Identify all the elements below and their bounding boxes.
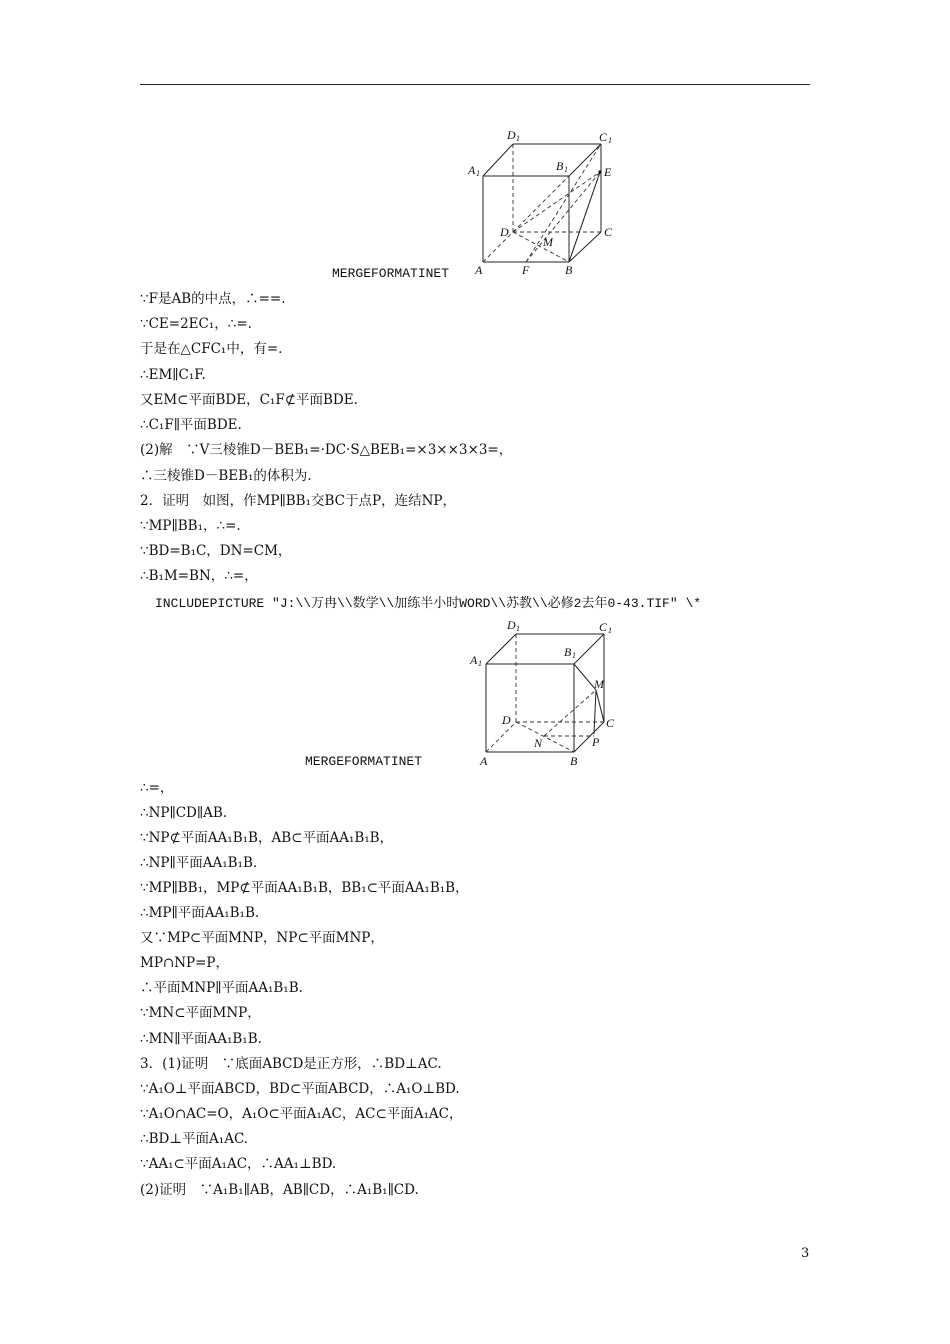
label-a1: A bbox=[470, 653, 478, 667]
text-line: (2)解 ∵V三棱锥D－BEB₁=·DC·S△BEB₁=×3××3×3=， bbox=[140, 442, 513, 458]
text-line: ∵A₁O⊥平面ABCD，BD⊂平面ABCD，∴A₁O⊥BD. bbox=[140, 1081, 460, 1097]
text-line: ∴BD⊥平面A₁AC. bbox=[140, 1131, 249, 1147]
figure2-caption: MERGEFORMATINET bbox=[305, 754, 423, 769]
include-picture-field: INCLUDEPICTURE "J:\\万冉\\数学\\加练半小时WORD\\苏教\\必修2去年0-43.TIF" \* bbox=[155, 596, 702, 611]
cube-figure-2 bbox=[468, 614, 628, 770]
svg-text:1: 1 bbox=[608, 626, 612, 635]
text-line: ∵CE=2EC₁，∴=. bbox=[140, 316, 252, 332]
text-line: ∵A₁O∩AC=O，A₁O⊂平面A₁AC，AC⊂平面A₁AC， bbox=[140, 1106, 463, 1122]
label-d: D bbox=[500, 225, 509, 239]
page-number: 3 bbox=[801, 1246, 810, 1261]
text-line: ∵F是AB的中点，∴==. bbox=[140, 291, 286, 307]
svg-text:1: 1 bbox=[516, 624, 520, 633]
text-line: 2．证明 如图，作MP∥BB₁交BC于点P，连结NP， bbox=[140, 493, 456, 509]
label-d: D bbox=[502, 713, 511, 727]
text-line: ∴MP∥平面AA₁B₁B. bbox=[140, 905, 260, 921]
label-b: B bbox=[570, 754, 578, 768]
label-e: E bbox=[604, 165, 612, 179]
text-line: 又EM⊂平面BDE，C₁F⊄平面BDE. bbox=[140, 392, 358, 408]
text-line: ∴B₁M=BN，∴=， bbox=[140, 568, 258, 584]
text-line: 3．(1)证明 ∵底面ABCD是正方形，∴BD⊥AC. bbox=[140, 1056, 442, 1072]
label-c1: C bbox=[599, 130, 608, 144]
svg-text:1: 1 bbox=[608, 136, 612, 145]
label-p: P bbox=[592, 735, 600, 749]
text-line: ∴C₁F∥平面BDE. bbox=[140, 417, 242, 433]
figure1-caption: MERGEFORMATINET bbox=[332, 266, 450, 281]
text-line: ∴NP∥平面AA₁B₁B. bbox=[140, 855, 258, 871]
svg-text:1: 1 bbox=[478, 659, 482, 668]
text-line: (2)证明 ∵A₁B₁∥AB，AB∥CD，∴A₁B₁∥CD. bbox=[140, 1182, 419, 1198]
text-line: 又∵MP⊂平面MNP，NP⊂平面MNP， bbox=[140, 930, 384, 946]
svg-text:1: 1 bbox=[564, 165, 568, 174]
text-line: ∴MN∥平面AA₁B₁B. bbox=[140, 1031, 262, 1047]
text-line: ∴平面MNP∥平面AA₁B₁B. bbox=[140, 980, 303, 996]
cube-figure-1 bbox=[466, 126, 626, 280]
svg-text:1: 1 bbox=[516, 134, 520, 143]
text-line: ∵MN⊂平面MNP， bbox=[140, 1005, 261, 1021]
text-line: ∴=， bbox=[140, 780, 174, 796]
label-c: C bbox=[606, 716, 615, 730]
label-d1: D bbox=[507, 618, 516, 632]
text-line: ∴NP∥CD∥AB. bbox=[140, 805, 228, 821]
label-b1: B bbox=[564, 645, 572, 659]
text-line: MP∩NP=P， bbox=[140, 955, 230, 971]
label-c1: C bbox=[599, 620, 608, 634]
svg-text:1: 1 bbox=[572, 651, 576, 660]
label-a: A bbox=[480, 754, 488, 768]
label-m: M bbox=[594, 677, 604, 691]
label-n: N bbox=[534, 736, 543, 750]
text-line: ∵BD=B₁C，DN=CM， bbox=[140, 543, 292, 559]
label-b: B bbox=[565, 263, 573, 277]
label-d1: D bbox=[507, 128, 516, 142]
text-line: ∴EM∥C₁F. bbox=[140, 367, 206, 383]
text-line: ∵MP∥BB₁，∴=. bbox=[140, 518, 241, 534]
label-a: A bbox=[475, 263, 483, 277]
label-a1: A bbox=[468, 163, 476, 177]
text-line: ∵MP∥BB₁，MP⊄平面AA₁B₁B，BB₁⊂平面AA₁B₁B， bbox=[140, 880, 469, 896]
svg-text:1: 1 bbox=[476, 169, 480, 178]
text-line: ∴三棱锥D－BEB₁的体积为. bbox=[140, 468, 312, 484]
label-m: M bbox=[543, 235, 553, 249]
text-line: 于是在△CFC₁中，有=. bbox=[140, 341, 283, 357]
text-line: ∵NP⊄平面AA₁B₁B，AB⊂平面AA₁B₁B， bbox=[140, 830, 394, 846]
label-c: C bbox=[604, 225, 613, 239]
text-line: ∵AA₁⊂平面A₁AC，∴AA₁⊥BD. bbox=[140, 1156, 337, 1172]
label-b1: B bbox=[556, 159, 564, 173]
header-rule bbox=[140, 84, 810, 85]
label-f: F bbox=[522, 263, 530, 277]
